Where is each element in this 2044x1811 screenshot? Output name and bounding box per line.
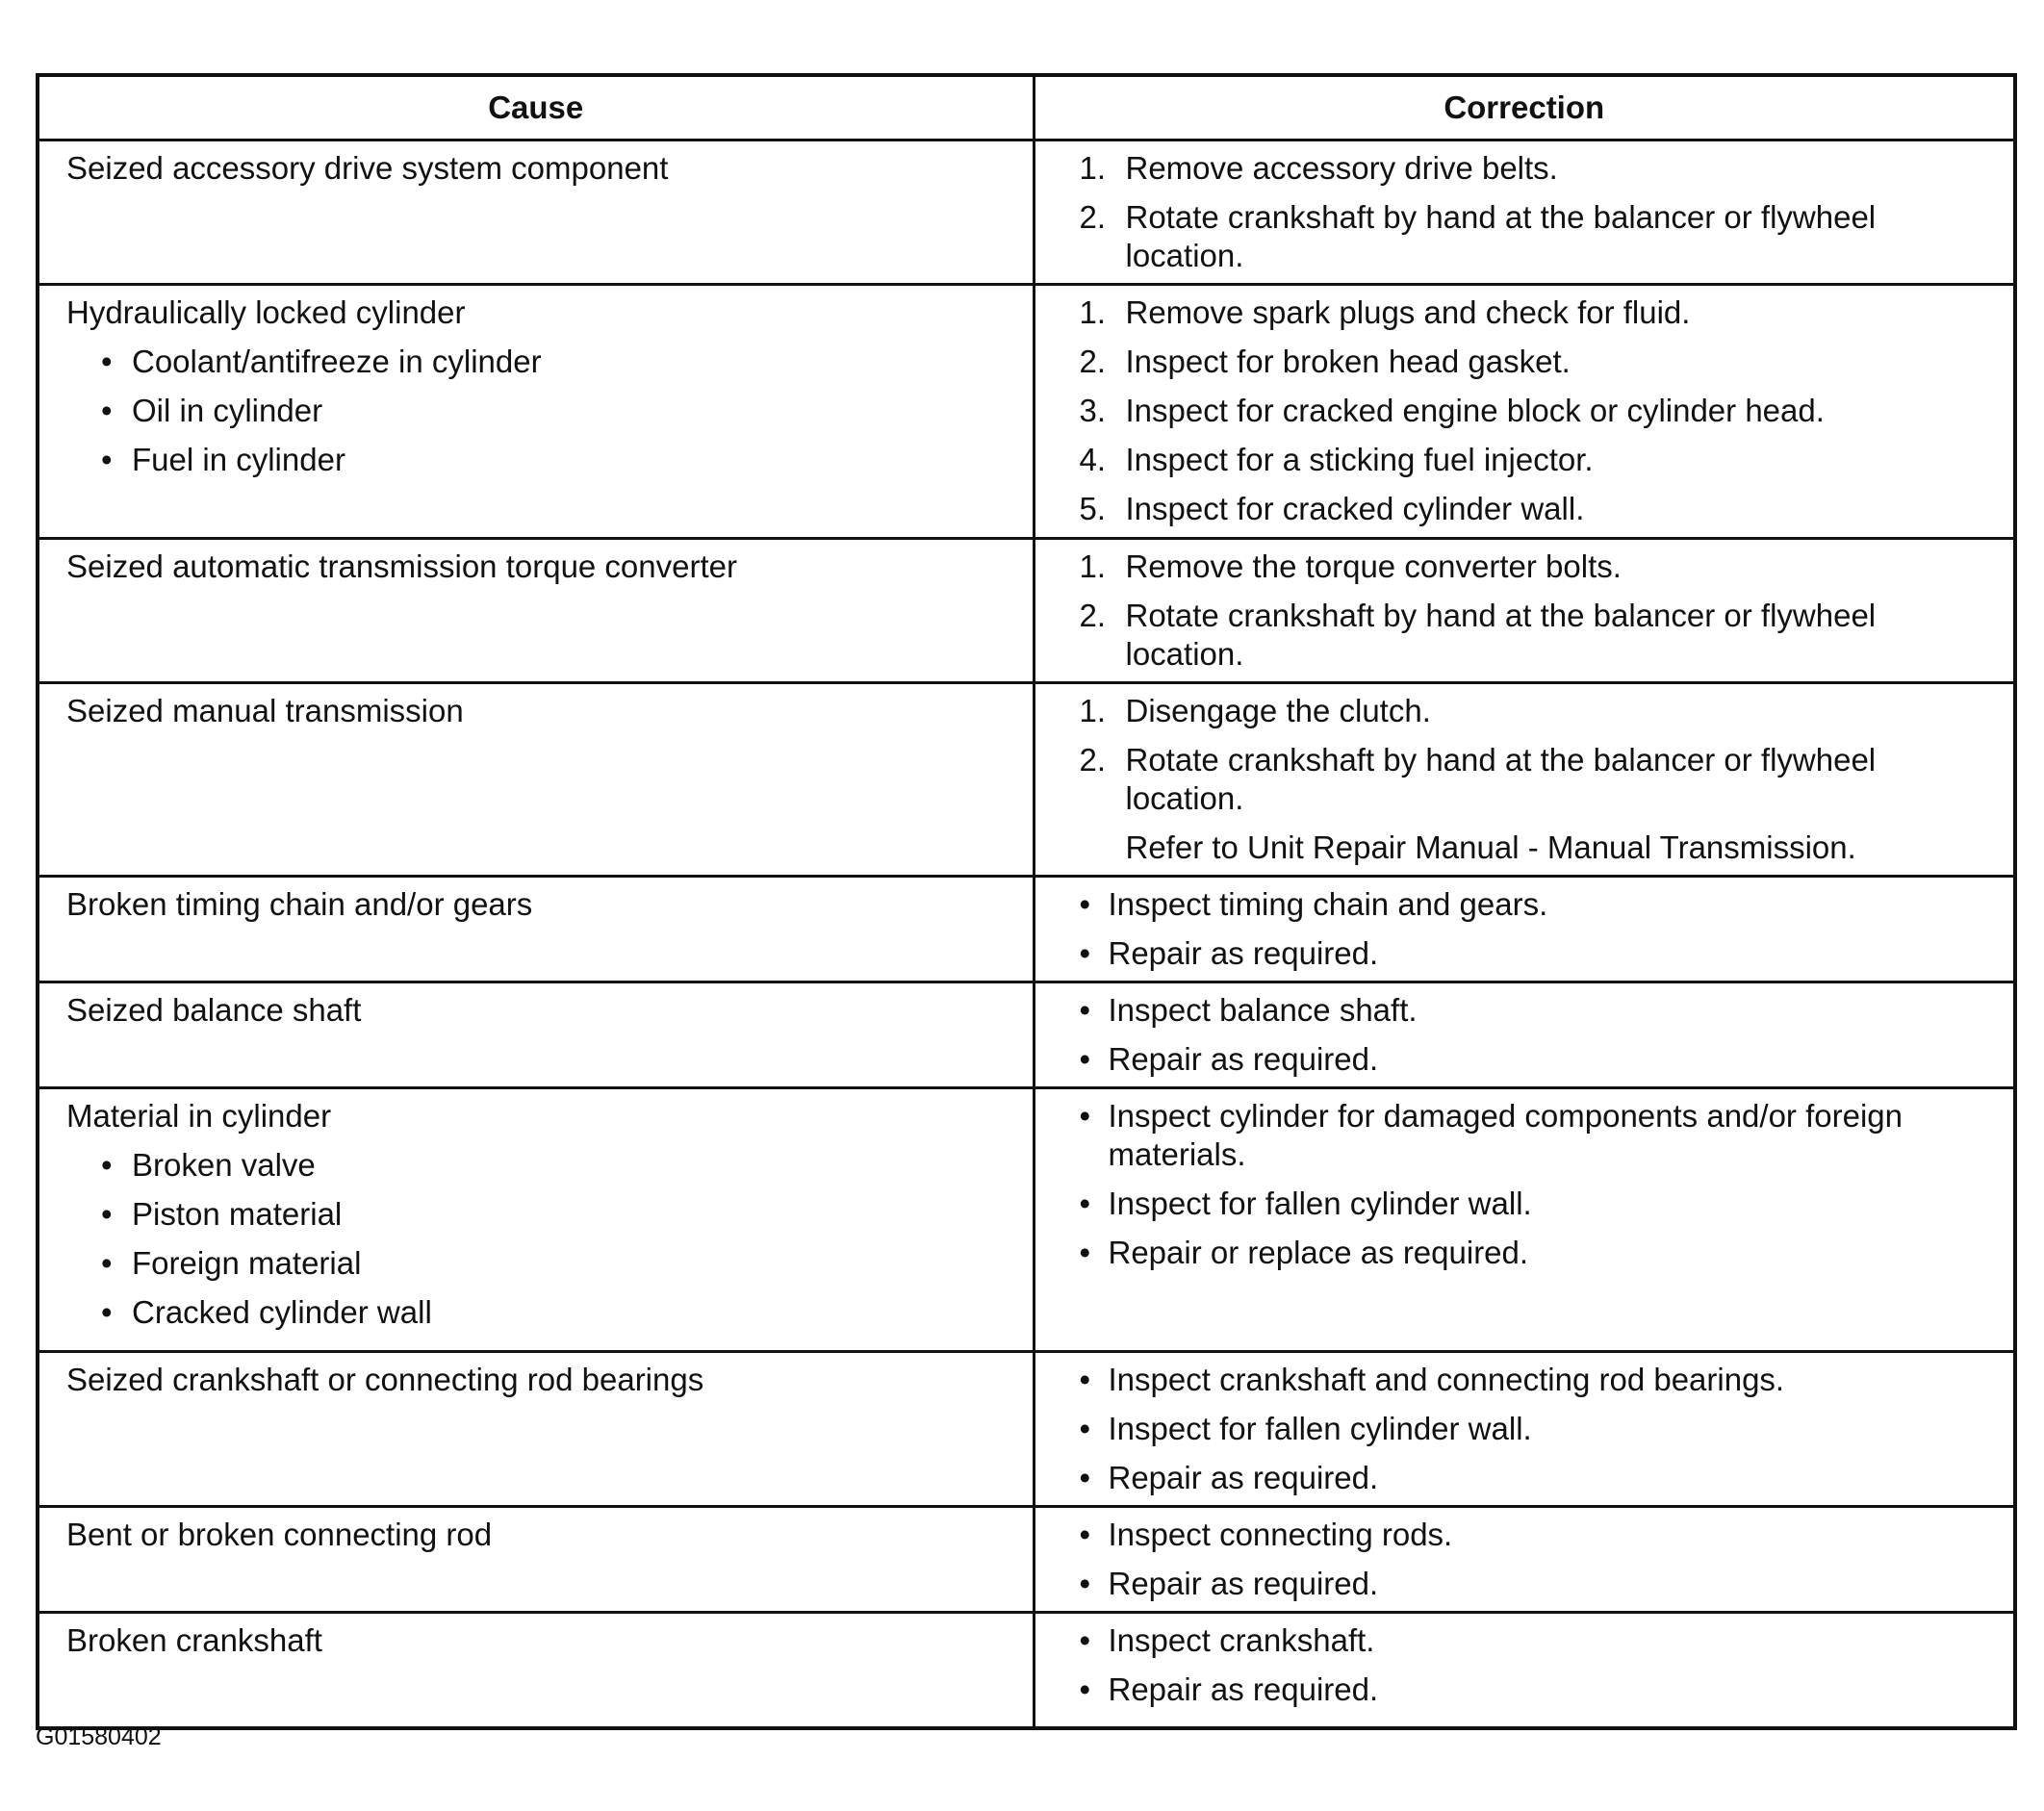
cause-cell: [38, 140, 1034, 285]
correction-text: Inspect for cracked engine block or cylinder head.: [1125, 393, 1825, 428]
bullet-marker: •: [1079, 1566, 1091, 1601]
bullet-marker: •: [1079, 992, 1091, 1028]
cause-sub-item: • Piston material: [101, 1195, 1013, 1234]
bullet-marker: •: [1079, 935, 1091, 971]
bullet-marker: •: [1079, 1041, 1091, 1077]
table-row: [38, 1507, 2015, 1613]
step-number: 1.: [1079, 150, 1107, 186]
bullet-marker: •: [1079, 1671, 1091, 1707]
correction-text: Repair or replace as required.: [1108, 1235, 1529, 1270]
correction-text: Inspect crankshaft and connecting rod bearings.: [1108, 1362, 1785, 1397]
correction-step: [1080, 149, 1995, 188]
step-number: 1.: [1079, 294, 1107, 330]
table-row: [38, 683, 2015, 877]
cause-text: Seized automatic transmission torque converter: [66, 548, 737, 584]
step-number: 4.: [1079, 442, 1107, 477]
correction-text: Inspect for broken head gasket.: [1125, 344, 1571, 379]
header-row: [38, 75, 2015, 140]
correction-text: Disengage the clutch.: [1125, 693, 1431, 728]
bullet-marker: •: [1079, 1460, 1091, 1495]
correction-step: [1080, 343, 1995, 381]
correction-step: [1080, 1621, 1995, 1660]
bullet-marker: •: [1079, 1186, 1091, 1221]
correction-text: Inspect connecting rods.: [1108, 1517, 1453, 1552]
correction-step: [1080, 441, 1995, 479]
cause-text: Bent or broken connecting rod: [66, 1517, 493, 1552]
correction-step: [1080, 548, 1995, 586]
correction-step: [1080, 885, 1995, 924]
correction-step: [1080, 392, 1995, 430]
correction-header: Correction: [1034, 75, 2015, 140]
cause-cell: [38, 285, 1034, 539]
correction-cell: [1034, 982, 2015, 1088]
correction-note: Refer to Unit Repair Manual - Manual Transmission.: [1125, 829, 1856, 865]
correction-step: [1080, 293, 1995, 332]
cause-text: Hydraulically locked cylinder: [66, 294, 466, 330]
correction-text: Inspect cylinder for damaged components and/or foreign materials.: [1108, 1098, 1903, 1172]
table-row: [38, 1352, 2015, 1507]
cause-sub-item: • Cracked cylinder wall: [101, 1293, 1013, 1332]
correction-step: [1080, 1516, 1995, 1554]
cause-sub-item: • Broken valve: [101, 1146, 1013, 1185]
correction-step: [1080, 1234, 1995, 1272]
correction-cell: [1034, 1613, 2015, 1728]
step-number: 3.: [1079, 393, 1107, 428]
correction-text: Inspect for a sticking fuel injector.: [1125, 442, 1594, 477]
cause-cell: [38, 1613, 1034, 1728]
cause-cell: [38, 1507, 1034, 1613]
correction-step: [1080, 1097, 1995, 1174]
correction-step: [1080, 991, 1995, 1030]
correction-step: [1080, 1671, 1995, 1709]
correction-cell: [1034, 877, 2015, 982]
correction-cell: [1034, 1507, 2015, 1613]
cause-header: Cause: [38, 75, 1034, 140]
correction-text: Repair as required.: [1108, 1460, 1379, 1495]
correction-cell: [1034, 683, 2015, 877]
table-row: [38, 285, 2015, 539]
table-row: [38, 539, 2015, 683]
cause-cell: [38, 683, 1034, 877]
cause-sub-item: • Fuel in cylinder: [101, 441, 1013, 479]
correction-step: [1080, 597, 1995, 674]
cause-text: Broken crankshaft: [66, 1622, 322, 1658]
cause-text: Seized crankshaft or connecting rod bearings: [66, 1362, 704, 1397]
correction-text: Inspect for cracked cylinder wall.: [1125, 491, 1585, 526]
correction-text: Rotate crankshaft by hand at the balancer or flywheel location.: [1125, 598, 1877, 672]
correction-text: Repair as required.: [1108, 1566, 1379, 1601]
cause-text: Seized balance shaft: [66, 992, 362, 1028]
step-number: 2.: [1079, 199, 1107, 235]
correction-step: [1080, 934, 1995, 973]
cause-text: Material in cylinder: [66, 1098, 332, 1134]
cause-cell: [38, 877, 1034, 982]
correction-step: [1080, 692, 1995, 730]
table-row: [38, 982, 2015, 1088]
correction-step: [1080, 1459, 1995, 1497]
step-number: 1.: [1079, 548, 1107, 584]
correction-step: [1080, 1565, 1995, 1603]
cause-text: Seized accessory drive system component: [66, 150, 669, 186]
table-row: [38, 1088, 2015, 1352]
correction-text: Remove spark plugs and check for fluid.: [1125, 294, 1691, 330]
correction-text: Inspect crankshaft.: [1108, 1622, 1375, 1658]
correction-text: Rotate crankshaft by hand at the balancer or flywheel location.: [1125, 199, 1877, 273]
correction-text: Remove accessory drive belts.: [1125, 150, 1558, 186]
correction-step: [1080, 198, 1995, 275]
figure-id: G01580402: [36, 1723, 162, 1750]
correction-text: Remove the torque converter bolts.: [1125, 548, 1622, 584]
cause-cell: [38, 1088, 1034, 1352]
step-number: 2.: [1079, 598, 1107, 633]
bullet-marker: •: [1079, 1517, 1091, 1552]
table-row: [38, 140, 2015, 285]
correction-step: [1080, 741, 1995, 818]
step-number: 2.: [1079, 742, 1107, 778]
correction-text: Repair as required.: [1108, 1041, 1379, 1077]
table-row: [38, 877, 2015, 982]
correction-step: [1080, 490, 1995, 528]
bullet-marker: •: [1079, 1411, 1091, 1446]
cause-correction-table: [36, 73, 2017, 1730]
bullet-marker: •: [1079, 1362, 1091, 1397]
bullet-marker: •: [1079, 886, 1091, 922]
cause-cell: [38, 1352, 1034, 1507]
correction-cell: [1034, 539, 2015, 683]
correction-cell: [1034, 285, 2015, 539]
cause-cell: [38, 982, 1034, 1088]
cause-text: Seized manual transmission: [66, 693, 464, 728]
cause-sub-item: • Foreign material: [101, 1244, 1013, 1283]
correction-text: Repair as required.: [1108, 1671, 1379, 1707]
step-number: 2.: [1079, 344, 1107, 379]
step-number: 5.: [1079, 491, 1107, 526]
bullet-marker: •: [1079, 1235, 1091, 1270]
correction-step: [1080, 1410, 1995, 1448]
correction-text: Rotate crankshaft by hand at the balancer or flywheel location.: [1125, 742, 1877, 816]
cause-text: Broken timing chain and/or gears: [66, 886, 533, 922]
correction-text: Inspect balance shaft.: [1108, 992, 1418, 1028]
table-body: [38, 140, 2015, 1728]
correction-text: Inspect timing chain and gears.: [1108, 886, 1548, 922]
step-number: 1.: [1079, 693, 1107, 728]
correction-step: [1080, 1040, 1995, 1079]
correction-text: Inspect for fallen cylinder wall.: [1108, 1186, 1532, 1221]
correction-step: [1080, 1361, 1995, 1399]
correction-text: Inspect for fallen cylinder wall.: [1108, 1411, 1532, 1446]
bullet-marker: •: [1079, 1622, 1091, 1658]
cause-sub-item: • Coolant/antifreeze in cylinder: [101, 343, 1013, 381]
correction-cell: [1034, 140, 2015, 285]
cause-cell: [38, 539, 1034, 683]
correction-text: Repair as required.: [1108, 935, 1379, 971]
bullet-marker: •: [1079, 1098, 1091, 1134]
cause-sub-item: • Oil in cylinder: [101, 392, 1013, 430]
table-row: [38, 1613, 2015, 1728]
correction-cell: [1034, 1352, 2015, 1507]
correction-step: [1080, 1185, 1995, 1223]
correction-cell: [1034, 1088, 2015, 1352]
